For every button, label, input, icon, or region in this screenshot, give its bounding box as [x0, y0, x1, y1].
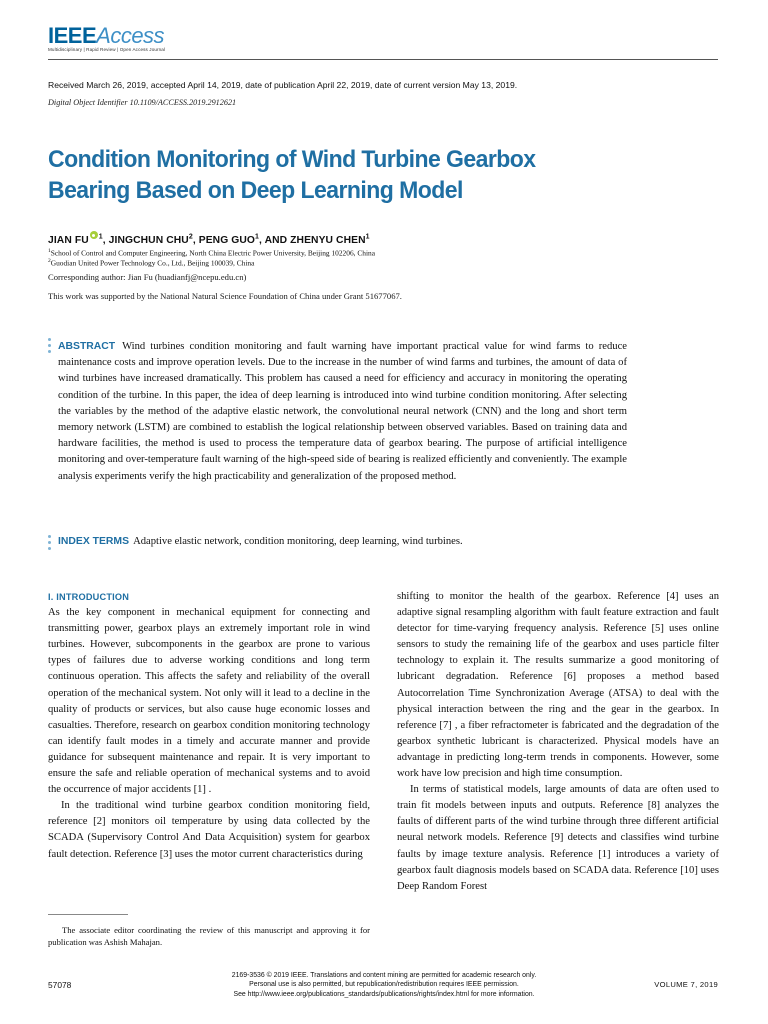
paragraph: In the traditional wind turbine gearbox condition monitoring field, reference [2] monitors oil temperature by using data collected by the SCADA (Supervisory Control And Data Acquisition) system for gearbox fault detection. Reference [3] uses the motor current characteristics during [48, 800, 370, 860]
author-affiliation-mark: 1 [365, 233, 370, 241]
author-list: JIAN FU $^1$, JINGCHUN CHU$^2$, PENG GUO$^1$, AND ZHENYU CHEN$^1$ [48, 231, 370, 246]
paper-title-line-1: Condition Monitoring of Wind Turbine Gearbox [48, 146, 536, 173]
page-number: 57078 [48, 980, 72, 990]
author-name: JINGCHUN CHU [108, 235, 189, 246]
index-terms-text: Adaptive elastic network, condition monitoring, deep learning, wind turbines. [133, 536, 463, 547]
funding-note: This work was supported by the National Natural Science Foundation of China under Grant 51677067. [48, 291, 402, 301]
abstract [58, 339, 627, 485]
index-terms [58, 536, 463, 547]
journal-logo-access: Access [96, 23, 165, 48]
journal-logo-ieee: IEEE [48, 23, 97, 48]
orcid-icon[interactable] [90, 231, 98, 239]
affiliation: $^2$Guodian United Power Technology Co., Ltd., Beijing 100039, China [48, 258, 255, 268]
index-terms-dots-icon [48, 535, 52, 553]
header-divider [48, 59, 718, 60]
affiliation: $^1$School of Control and Computer Engineering, North China Electric Power University, Beijing 102206, China [48, 248, 375, 258]
volume-info: VOLUME 7, 2019 [654, 980, 718, 989]
copyright-line: 2169-3536 © 2019 IEEE. Translations and content mining are permitted for academic research only. [231, 972, 537, 979]
abstract-dots-icon [48, 338, 52, 356]
body-column-right [397, 589, 719, 895]
copyright-line: See http://www.ieee.org/publications_standards/publications/rights/index.html for more information. [233, 990, 535, 998]
paragraph: shifting to monitor the health of the gearbox. Reference [4] uses an adaptive signal resampling algorithm with fault feature extraction and fault detector for time-varying frequency analysis. Reference [5] uses online sensors to study the remaining life of the gearbox and uses particle filter technology to explain it. The results summarize a good monitoring of lubricant degradation. Reference [6] proposes a method based Autocorrelation Time Synchronization Average (ATSA) to deal with the physical interaction between the ring and the gear in the gearbox. In reference [7] , a fiber refractometer is fabricated and the degradation of the gearbox synthetic lubricant is characterized. Physical models have an advantage in predicting long-term trends in components. However, some work have low precision and high time consumption. [397, 591, 719, 780]
footnote-divider [48, 914, 128, 915]
received-dates: Received March 26, 2019, accepted April 14, 2019, date of publication April 22, 2019, date of current version May 13, 2019. [48, 80, 518, 90]
doi-line: Digital Object Identifier 10.1109/ACCESS.2019.2912621 [48, 98, 237, 107]
paper-title [48, 144, 650, 206]
abstract-text: Wind turbines condition monitoring and fault warning have important practical value for wind farms to reduce maintenance costs and improve operation levels. Due to the increase in the number of wind farms and turbines, the amount of data of wind turbines have increased dramatically. This problem has caused a need for efficiency and accuracy in monitoring the operating condition of the turbine. In this paper, the idea of deep learning is introduced into wind turbine condition monitoring. After selecting the variables by the method of the adaptive elastic network, the convolutional neural network (CNN) and the long and short term memory network (LSTM) are combined to establish the logical relationship between observed variables. Based on training data and hardware facilities, the method is used to process the temperature data of gearbox bearing. The purpose of artificial intelligence monitoring and over-temperature fault warning of the high-speed side of bearing is realized efficiently and conveniently. The example analysis experiments verify the high practicability and generalization of the proposed method. [58, 341, 627, 482]
author-name: AND ZHENYU CHEN [264, 235, 366, 246]
paragraph: In terms of statistical models, large amounts of data are often used to train fit models between inputs and outputs. Reference [8] analyzes the faults of different parts of the wind turbine through three different artificial neural network models. Reference [9] detects and classifies wind turbine faults by image texture analysis. Reference [1] introduces a variety of gearbox fault diagnosis models based on SCADA data. Reference [10] uses Deep Random Forest [397, 784, 719, 892]
index-terms-label: INDEX TERMS [58, 536, 130, 547]
author-affiliation-mark: 2 [188, 233, 193, 241]
author-name: JIAN FU [48, 235, 89, 246]
abstract-label: ABSTRACT [58, 341, 116, 352]
author-name: PENG GUO [198, 235, 256, 246]
section-heading: I. INTRODUCTION [48, 592, 130, 602]
paragraph: As the key component in mechanical equipment for connecting and transmitting power, gearbox plays an extremely important role in wind turbines. However, subcomponents in the gearbox are prone to various types of failures due to adverse working conditions and long term continuous operation. This affects the safety and reliability of the overall operation of the mechanical system. Not only will it lead to a decline in the quality of products or services, but also cause huge economic losses and casualties. Therefore, research on gearbox condition monitoring technology can identify fault modes in a timely and accurate manner and provide guidance for subsequent maintenance and repair. It is very important to ensure the safe and reliable operation of mechanical systems and to avoid the occurrence of major accidents [1] . [48, 607, 370, 796]
copyright-line: Personal use is also permitted, but republication/redistribution requires IEEE permission. [249, 981, 519, 989]
paper-title-line-2: Bearing Based on Deep Learning Model [48, 177, 463, 204]
body-column-left [48, 589, 370, 863]
author-affiliation-mark: 1 [255, 233, 260, 241]
journal-logo [48, 23, 164, 49]
footnote: The associate editor coordinating the review of this manuscript and approving it for publication was Ashish Mahajan. [48, 925, 370, 947]
journal-tagline: Multidisciplinary | Rapid Review | Open Access Journal [48, 47, 166, 52]
author-affiliation-mark: 1 [98, 233, 103, 241]
copyright-notice [150, 971, 618, 999]
corresponding-author: Corresponding author: Jian Fu (huadianfj@ncepu.edu.cn) [48, 272, 247, 282]
